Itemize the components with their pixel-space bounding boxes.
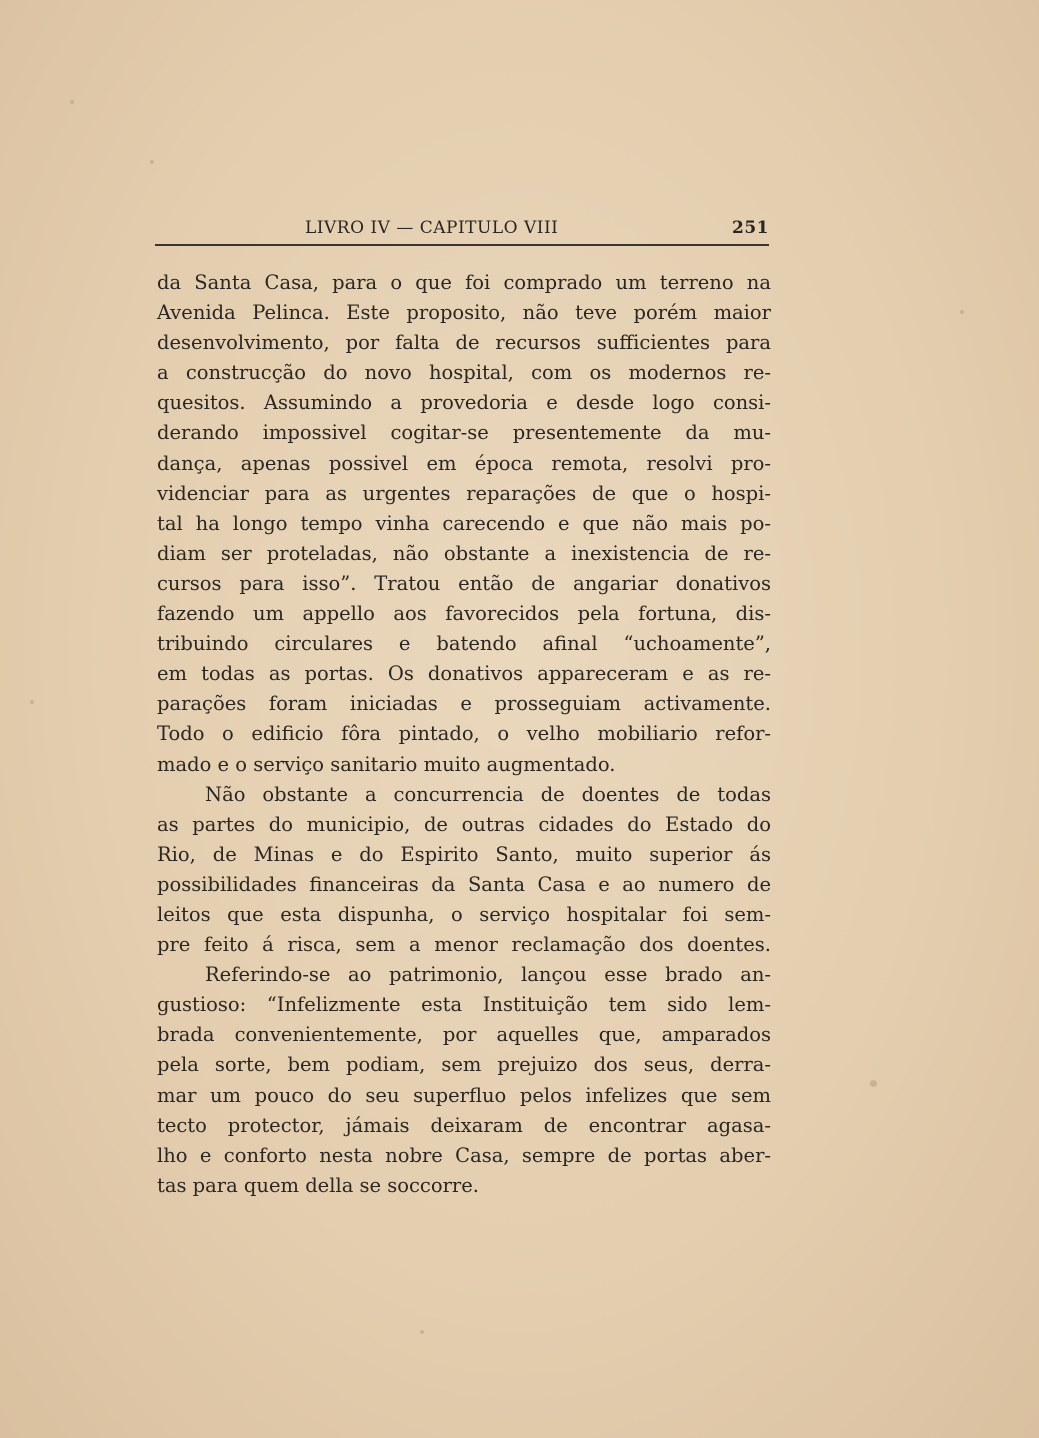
text-line: desenvolvimento, por falta de recursos sufficientes para xyxy=(157,331,771,355)
text-line: tas para quem della se soccorre. xyxy=(157,1173,479,1197)
text-line: a construcção do novo hospital, com os modernos re- xyxy=(157,361,771,385)
text-line: parações foram iniciadas e prosseguiam activamente. xyxy=(157,692,771,716)
paper-speck xyxy=(150,160,154,164)
text-line: dança, apenas possivel em época remota, resolvi pro- xyxy=(157,451,771,475)
text-line: tal ha longo tempo vinha carecendo e que não mais po- xyxy=(157,511,771,535)
text-line: tecto protector, jámais deixaram de encontrar agasa- xyxy=(157,1113,771,1137)
text-line: diam ser proteladas, não obstante a inexistencia de re- xyxy=(157,541,771,565)
paper-speck xyxy=(30,700,34,704)
text-line: da Santa Casa, para o que foi comprado um terreno na xyxy=(157,271,771,294)
text-line: possibilidades financeiras da Santa Casa e ao numero de xyxy=(157,872,771,896)
text-line: gustioso: “Infelizmente esta Instituição tem sido lem- xyxy=(157,993,771,1017)
text-line: videnciar para as urgentes reparações de que o hospi- xyxy=(157,481,771,505)
text-line: pela sorte, bem podiam, sem prejuizo dos seus, derra- xyxy=(157,1053,771,1077)
body-text xyxy=(157,268,771,1201)
text-line: lho e conforto nesta nobre Casa, sempre de portas aber- xyxy=(157,1143,771,1167)
text-line: leitos que esta dispunha, o serviço hospitalar foi sem- xyxy=(157,902,771,926)
text-line: as partes do municipio, de outras cidades do Estado do xyxy=(157,812,771,836)
text-line: Avenida Pelinca. Este proposito, não teve porém maior xyxy=(157,301,771,325)
text-line: Referindo-se ao patrimonio, lançou esse brado an- xyxy=(205,963,771,987)
paper-speck xyxy=(960,310,964,314)
page-number: 251 xyxy=(732,218,769,238)
text-line: em todas as portas. Os donativos appareceram e as re- xyxy=(157,662,771,686)
text-line: pre feito á risca, sem a menor reclamação dos doentes. xyxy=(157,933,771,957)
text-line: mado e o serviço sanitario muito augmentado. xyxy=(157,752,616,776)
paper-speck xyxy=(70,100,74,104)
page-header xyxy=(155,214,769,246)
text-line: fazendo um appello aos favorecidos pela fortuna, dis- xyxy=(157,602,771,626)
text-line: brada convenientemente, por aquelles que, amparados xyxy=(157,1023,771,1047)
text-line: cursos para isso”. Tratou então de angariar donativos xyxy=(157,571,771,595)
text-line: Rio, de Minas e do Espirito Santo, muito superior ás xyxy=(157,842,771,866)
text-line: derando impossivel cogitar-se presentemente da mu- xyxy=(157,421,771,445)
text-line: quesitos. Assumindo a provedoria e desde logo consi- xyxy=(157,391,771,415)
text-line: Todo o edificio fôra pintado, o velho mobiliario refor- xyxy=(157,722,771,746)
text-line: Não obstante a concurrencia de doentes de todas xyxy=(205,782,771,806)
running-title: LIVRO IV — CAPITULO VIII xyxy=(305,218,559,238)
text-line: tribuindo circulares e batendo afinal “uchoamente”, xyxy=(157,632,771,656)
paper-speck xyxy=(420,1330,424,1334)
paper-speck xyxy=(870,1080,877,1087)
text-line: mar um pouco do seu superfluo pelos infelizes que sem xyxy=(157,1083,771,1107)
